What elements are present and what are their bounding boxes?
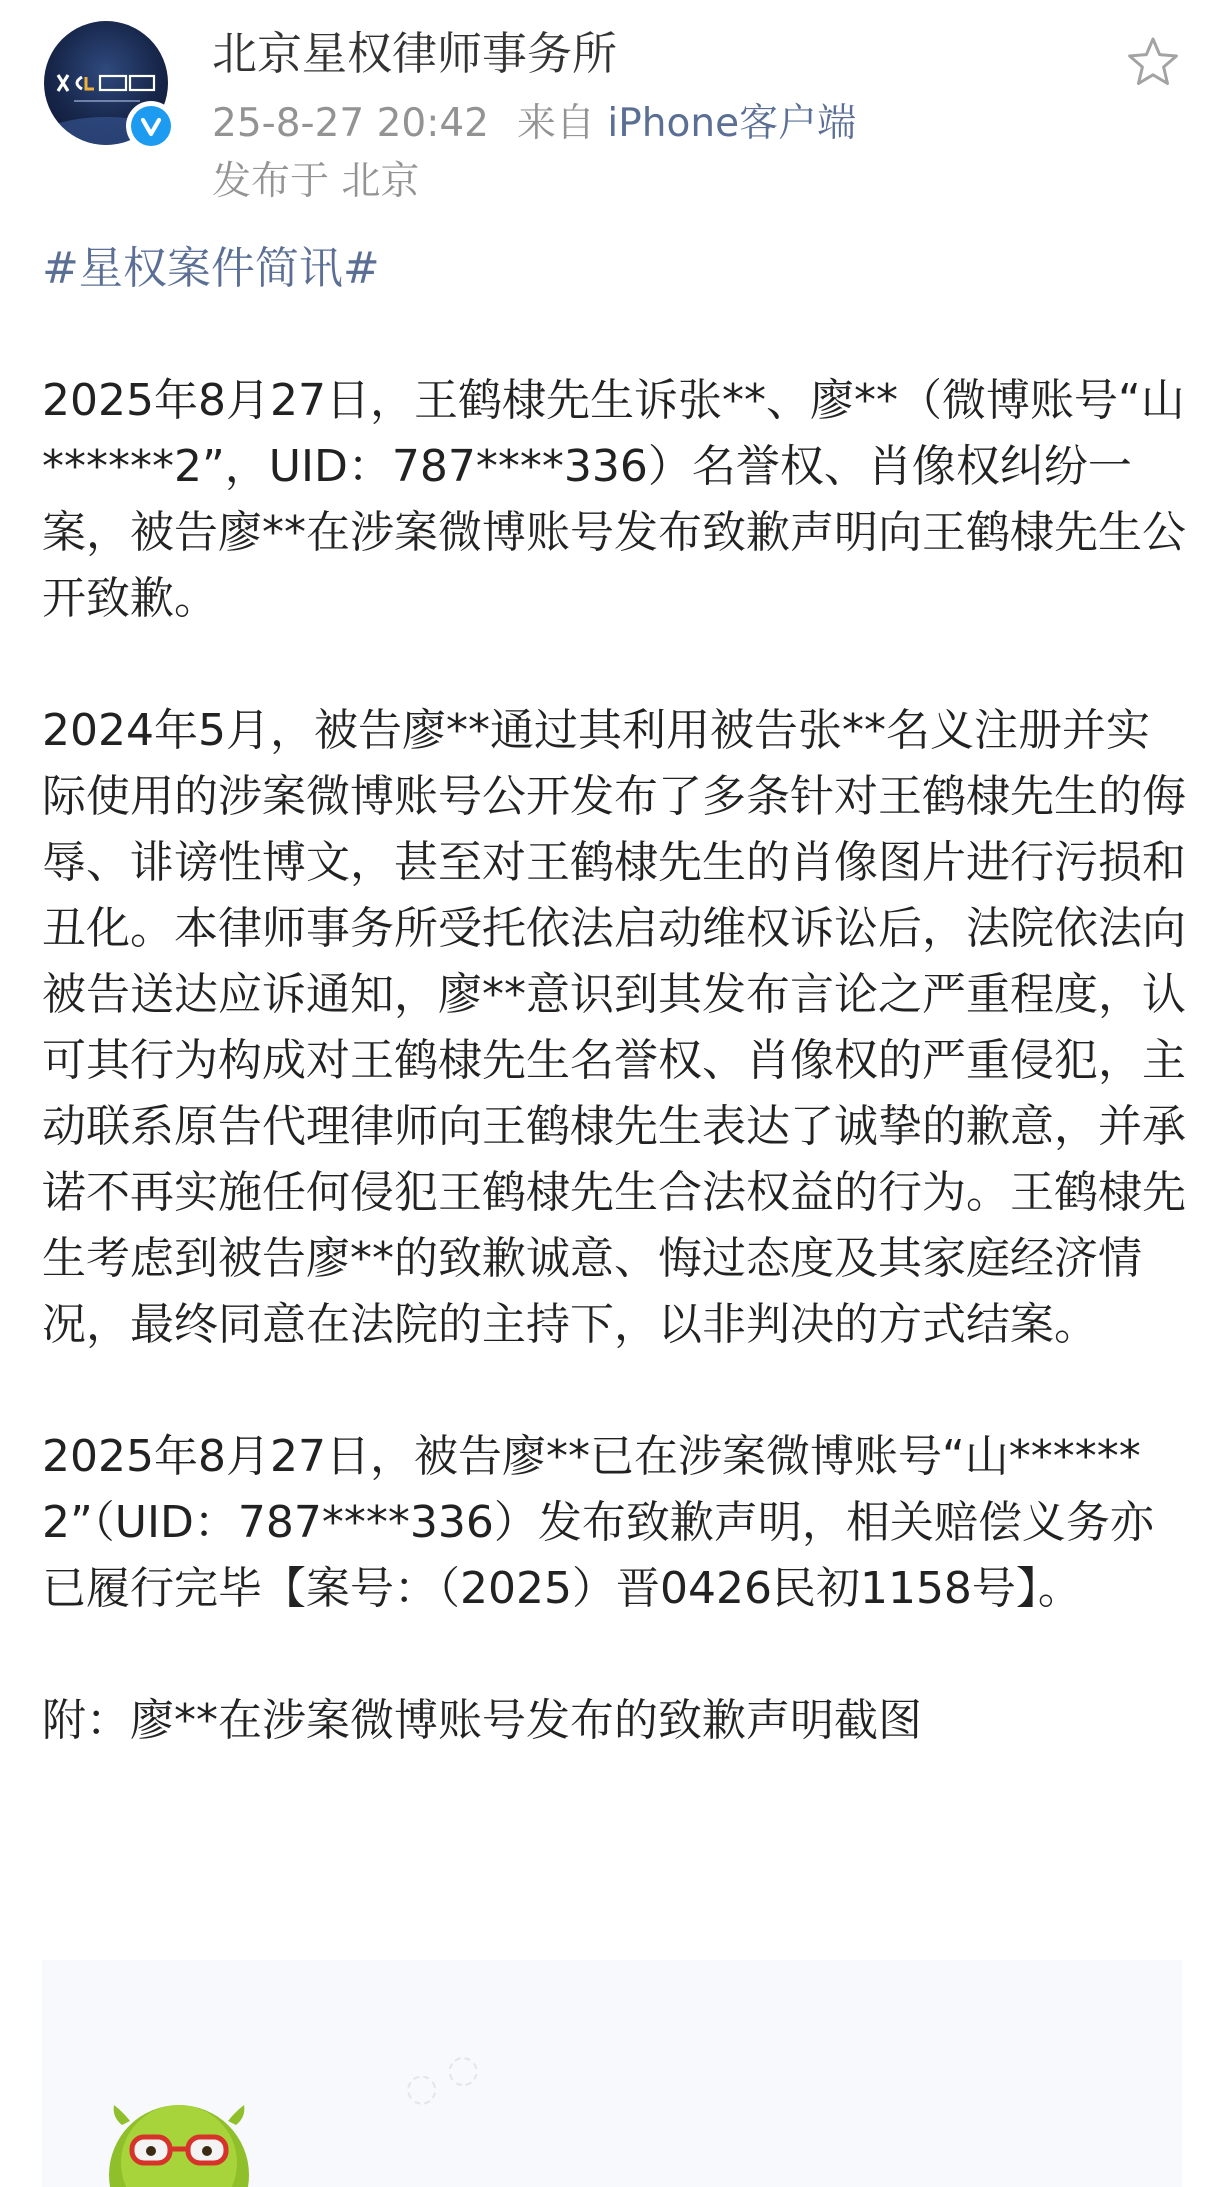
hashtag-link[interactable]: #星权案件简讯# [42,243,380,294]
favorite-button[interactable] [1124,34,1182,92]
post-body [42,236,1192,1754]
post-header [0,0,1224,220]
post-paragraph: 2024年5月，被告廖**通过其利用被告张**名义注册并实际使用的涉案微博账号公开发布了多条针对王鹤棣先生的侮辱、诽谤性博文，甚至对王鹤棣先生的肖像图片进行污损和丑化。本律师事务所受托依法启动维权诉讼后，法院依法向被告送达应诉通知，廖**意识到其发布言论之严重程度，认可其行为构成对王鹤棣先生名誉权、肖像权的严重侵犯，主动联系原告代理律师向王鹤棣先生表达了诚挚的歉意，并承诺不再实施任何侵犯王鹤棣先生合法权益的行为。王鹤棣先生考虑到被告廖**的致歉诚意、悔过态度及其家庭经济情况，最终同意在法院的主持下，以非判决的方式结案。 [42,705,1186,1350]
author-name[interactable]: 北京星权律师事务所 [212,27,618,80]
verified-check-icon [131,106,171,146]
post-location: 发布于 北京 [212,159,420,204]
post-paragraph: 2025年8月27日，被告廖**已在涉案微博账号“山******2”（UID：787****336）发布致歉声明，相关赔偿义务亦已履行完毕【案号：（2025）晋0426民初1158号】。 [42,1431,1154,1614]
source-prefix: 来自 [517,101,596,146]
source-client-link[interactable]: iPhone客户端 [607,101,857,146]
mascot-sticker-icon [94,2065,264,2187]
post-paragraph: 2025年8月27日，王鹤棣先生诉张**、廖**（微博账号“山******2”，UID：787****336）名誉权、肖像权纠纷一案，被告廖**在涉案微博账号发布致歉声明向王鹤棣先生公开致歉。 [42,375,1186,624]
post-timestamp: 25-8-27 20:42 [212,101,489,146]
star-outline-icon [1124,34,1182,92]
attached-screenshot-image[interactable] [42,1960,1182,2187]
post-meta [212,98,856,150]
verified-badge [126,101,176,151]
post-paragraph: 附：廖**在涉案微博账号发布的致歉声明截图 [42,1695,922,1746]
watermark-icon: ◌ ◌ [396,2041,486,2115]
